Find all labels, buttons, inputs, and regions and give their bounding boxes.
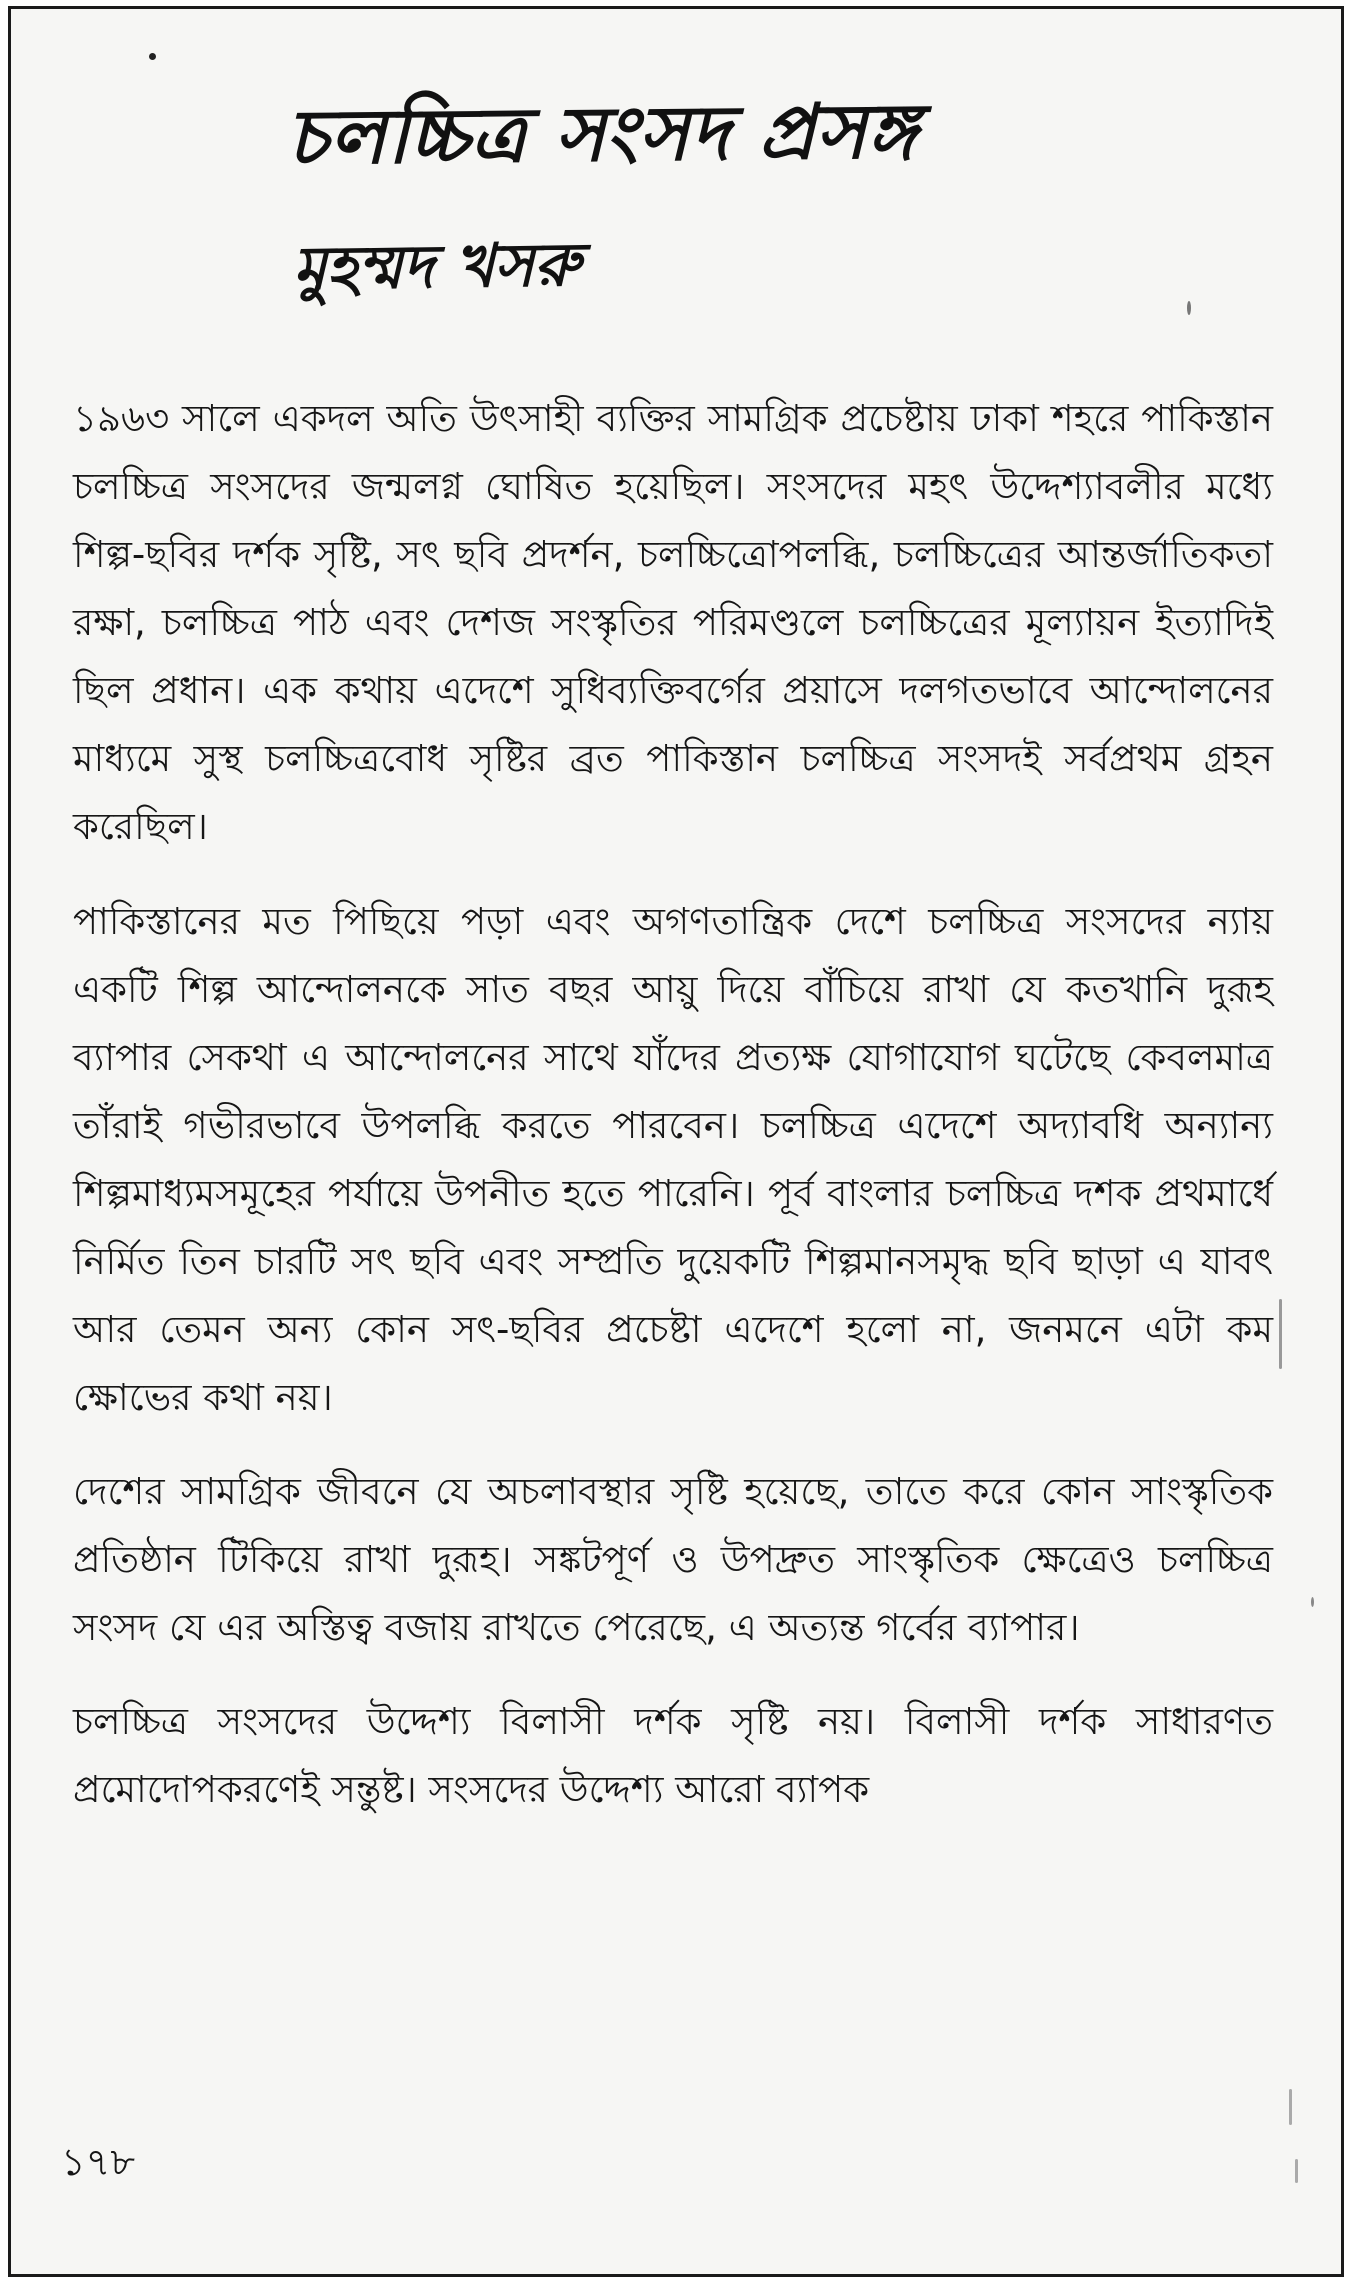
margin-mark: [1279, 1299, 1282, 1369]
document-page: [8, 6, 1344, 2277]
margin-mark: [1289, 2089, 1292, 2125]
margin-mark: [1295, 2159, 1298, 2183]
ink-speck: [149, 53, 156, 60]
ink-speck: [1311, 1597, 1314, 1607]
paragraph: ১৯৬৩ সালে একদল অতি উৎসাহী ব্যক্তির সামগ্রিক প্রচেষ্টায় ঢাকা শহরে পাকিস্তান চলচ্চিত্র সংসদের জন্মলগ্ন ঘোষিত হয়েছিল। সংসদের মহৎ উদ্দেশ্যাবলীর মধ্যে শিল্প-ছবির দর্শক সৃষ্টি, সৎ ছবি প্রদর্শন, চলচ্চিত্রোপলব্ধি, চলচ্চিত্রের আন্তর্জাতিকতা রক্ষা, চলচ্চিত্র পাঠ এবং দেশজ সংস্কৃতির পরিমণ্ডলে চলচ্চিত্রের মূল্যায়ন ইত্যাদিই ছিল প্রধান। এক কথায় এদেশে সুধিব্যক্তিবর্গের প্রয়াসে দলগতভাবে আন্দোলনের মাধ্যমে সুস্থ চলচ্চিত্রবোধ সৃষ্টির ব্রত পাকিস্তান চলচ্চিত্র সংসদই সর্বপ্রথম গ্রহন করেছিল।: [73, 397, 1273, 849]
document-title: চলচ্চিত্র সংসদ প্রসঙ্গ: [286, 85, 919, 182]
author-name: মুহম্মদ খসরু: [292, 230, 581, 304]
paragraph: চলচ্চিত্র সংসদের উদ্দেশ্য বিলাসী দর্শক সৃষ্টি নয়। বিলাসী দর্শক সাধারণত প্রমোদোপকরণেই সন্তুষ্ট। সংসদের উদ্দেশ্য আরো ব্যাপক: [73, 1700, 1273, 1812]
paragraph: দেশের সামগ্রিক জীবনে যে অচলাবস্থার সৃষ্টি হয়েছে, তাতে করে কোন সাংস্কৃতিক প্রতিষ্ঠান টিকিয়ে রাখা দুরূহ। সঙ্কটপূর্ণ ও উপদ্রুত সাংস্কৃতিক ক্ষেত্রেও চলচ্চিত্র সংসদ যে এর অস্তিত্ব বজায় রাখতে পেরেছে, এ অত্যন্ত গর্বের ব্যাপার।: [73, 1470, 1273, 1650]
page-number: ১৭৮: [61, 2140, 136, 2184]
ink-speck: [1187, 301, 1191, 315]
paragraph: পাকিস্তানের মত পিছিয়ে পড়া এবং অগণতান্ত্রিক দেশে চলচ্চিত্র সংসদের ন্যায় একটি শিল্প আন্দোলনকে সাত বছর আয়ু দিয়ে বাঁচিয়ে রাখা যে কতখানি দুরূহ ব্যাপার সেকথা এ আন্দোলনের সাথে যাঁদের প্রত্যক্ষ যোগাযোগ ঘটেছে কেবলমাত্র তাঁরাই গভীরভাবে উপলব্ধি করতে পারবেন। চলচ্চিত্র এদেশে অদ্যাবধি অন্যান্য শিল্পমাধ্যমসমূহের পর্যায়ে উপনীত হতে পারেনি। পূর্ব বাংলার চলচ্চিত্র দশক প্রথমার্ধে নির্মিত তিন চারটি সৎ ছবি এবং সম্প্রতি দুয়েকটি শিল্পমানসমৃদ্ধ ছবি ছাড়া এ যাবৎ আর তেমন অন্য কোন সৎ-ছবির প্রচেষ্টা এদেশে হলো না, জনমনে এটা কম ক্ষোভের কথা নয়।: [73, 899, 1273, 1420]
document-body: [73, 385, 1273, 1851]
